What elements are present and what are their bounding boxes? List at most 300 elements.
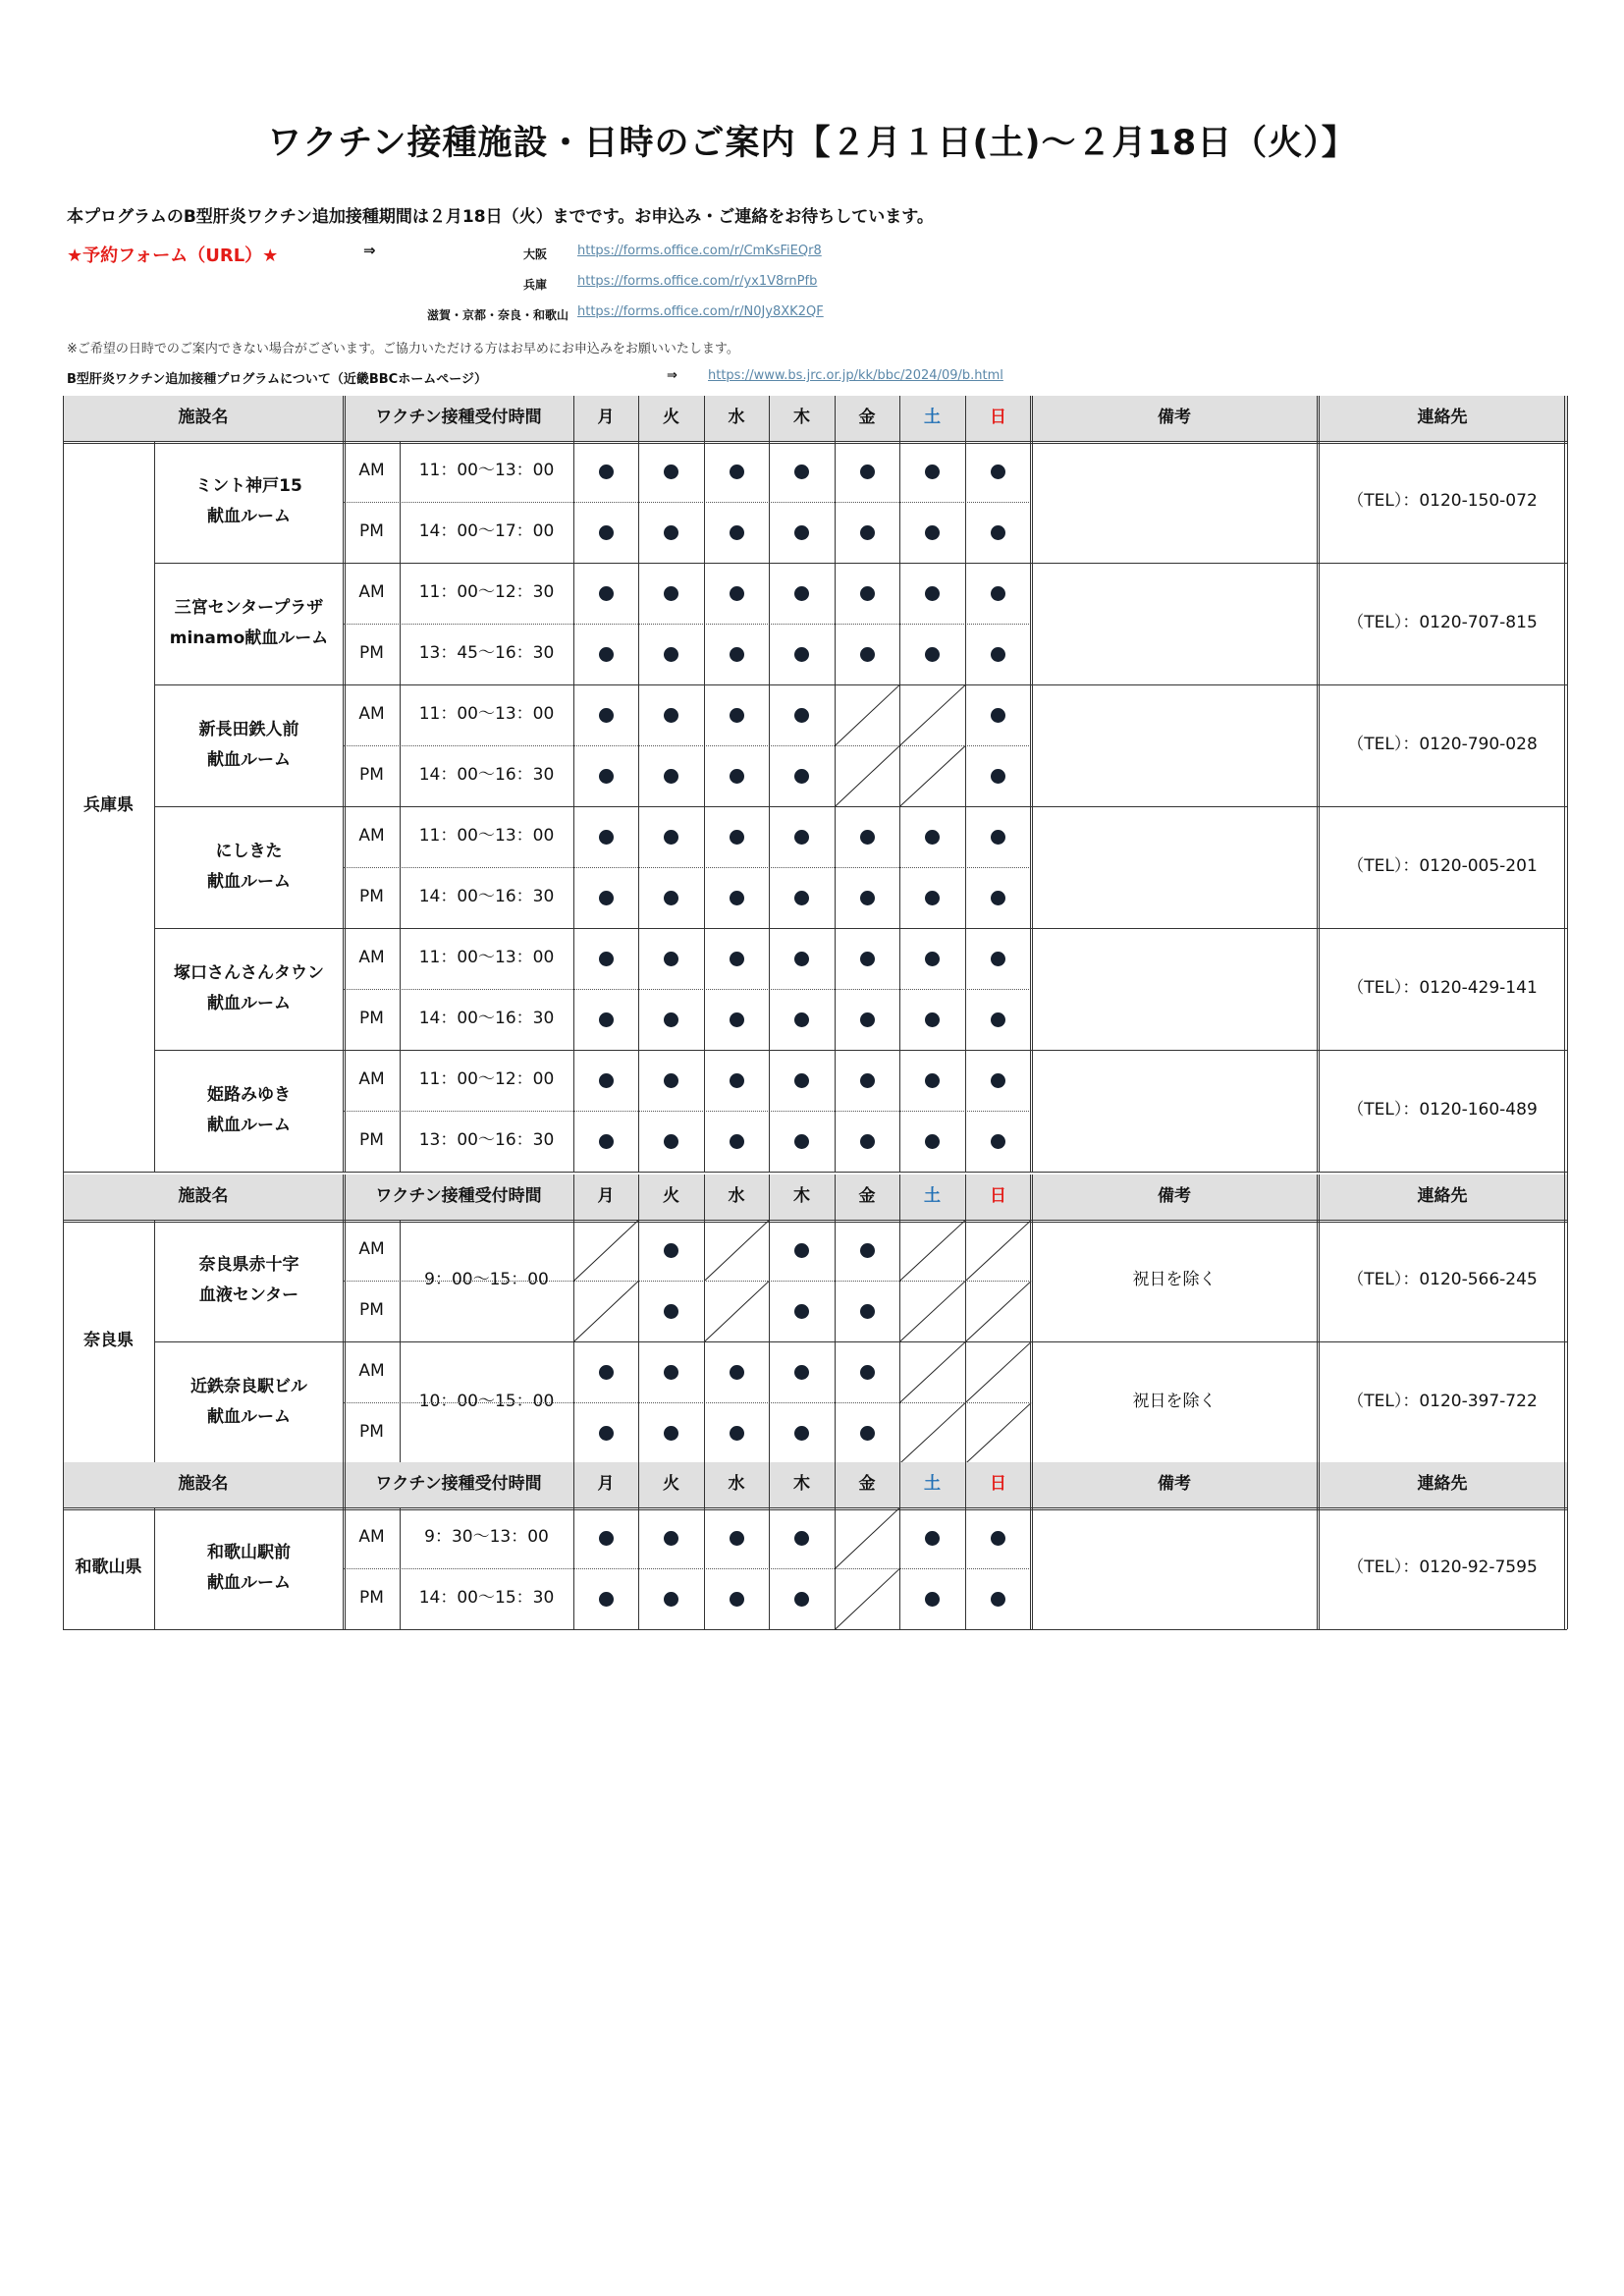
table-rule: [835, 441, 836, 563]
available-dot-icon: [991, 769, 1005, 784]
table-rule: [573, 806, 574, 928]
available-dot-icon: [730, 1592, 744, 1607]
unavailable-slash-icon: [965, 1402, 1032, 1464]
unavailable-slash-icon: [704, 1281, 770, 1342]
table-rule: [1317, 396, 1320, 441]
facility-name-line: 塚口さんさんタウン: [174, 962, 324, 983]
available-dot-icon: [599, 891, 614, 905]
header-day: 月: [597, 1186, 615, 1207]
table-rule: [1317, 1175, 1320, 1220]
table-rule: [835, 1175, 836, 1220]
available-dot-icon: [860, 1426, 875, 1441]
available-dot-icon: [730, 465, 744, 479]
table-rule: [1317, 1050, 1320, 1172]
available-dot-icon: [599, 465, 614, 479]
header-day: 金: [858, 1474, 876, 1495]
available-dot-icon: [794, 708, 809, 723]
table-rule: [899, 396, 900, 441]
available-dot-icon: [794, 1592, 809, 1607]
table-rule: [343, 684, 346, 806]
table-rule: [899, 806, 900, 928]
table-rule: [154, 1507, 155, 1629]
available-dot-icon: [991, 586, 1005, 601]
table-rule: [704, 684, 705, 806]
unavailable-slash-icon: [899, 1281, 966, 1342]
available-dot-icon: [664, 1531, 678, 1546]
facility-name: [154, 684, 344, 806]
session-time: 14：00～16：30: [418, 887, 555, 907]
available-dot-icon: [599, 1365, 614, 1380]
header-day: 火: [663, 1474, 679, 1495]
table-rule: [769, 1507, 770, 1629]
available-dot-icon: [794, 1426, 809, 1441]
available-dot-icon: [991, 1134, 1005, 1149]
header-contact: 連絡先: [1417, 1474, 1468, 1495]
table-rule: [344, 1568, 1031, 1569]
facility-name-line: 新長田鉄人前: [198, 719, 299, 739]
table-rule: [400, 684, 401, 806]
available-dot-icon: [860, 1134, 875, 1149]
table-rule: [638, 396, 639, 441]
header-day: 日: [990, 1186, 1006, 1207]
table-rule: [638, 441, 639, 563]
facility-name-line: にしきた: [215, 841, 283, 861]
table-rule: [638, 1341, 639, 1463]
table-rule: [63, 1172, 1567, 1173]
table-rule: [343, 441, 346, 563]
session-label: PM: [359, 1009, 384, 1029]
header-day: 土: [924, 408, 941, 428]
available-dot-icon: [599, 1426, 614, 1441]
table-rule: [1317, 563, 1320, 684]
table-rule: [343, 1050, 346, 1172]
facility-name: [154, 441, 344, 563]
available-dot-icon: [925, 465, 940, 479]
table-rule: [965, 1050, 966, 1172]
form-url-hyogo[interactable]: https://forms.office.com/r/yx1V8rnPfb: [577, 274, 818, 289]
available-dot-icon: [991, 830, 1005, 845]
available-dot-icon: [794, 830, 809, 845]
table-rule: [835, 928, 836, 1050]
table-rule: [638, 1507, 639, 1629]
header-remarks: 備考: [1158, 1186, 1191, 1207]
table-rule: [343, 1341, 346, 1463]
form-region-hyogo: 兵庫: [522, 278, 547, 292]
table-rule: [965, 396, 966, 441]
unavailable-slash-icon: [965, 1281, 1032, 1342]
table-rule: [704, 806, 705, 928]
session-label: AM: [358, 582, 385, 603]
facility-name-line: 血液センター: [198, 1285, 299, 1305]
available-dot-icon: [730, 830, 744, 845]
available-dot-icon: [599, 1012, 614, 1027]
available-dot-icon: [991, 1073, 1005, 1088]
session-label: PM: [359, 1130, 384, 1151]
contact-tel: （TEL）：0120-790-028: [1347, 735, 1538, 755]
available-dot-icon: [991, 525, 1005, 540]
available-dot-icon: [664, 1243, 678, 1258]
table-rule: [638, 1050, 639, 1172]
table-rule: [835, 1462, 836, 1507]
header-day: 日: [990, 408, 1006, 428]
session-time: 11：00～12：00: [418, 1069, 555, 1090]
table-rule: [400, 563, 401, 684]
table-rule: [400, 441, 401, 563]
table-rule: [769, 396, 770, 441]
header-hours: ワクチン接種受付時間: [375, 1186, 542, 1207]
table-rule: [1317, 928, 1320, 1050]
available-dot-icon: [794, 952, 809, 966]
available-dot-icon: [599, 1592, 614, 1607]
available-dot-icon: [860, 1012, 875, 1027]
unavailable-slash-icon: [965, 1341, 1032, 1403]
session-time: 14：00～16：30: [418, 1009, 555, 1029]
session-label: AM: [358, 948, 385, 968]
header-day: 金: [858, 1186, 876, 1207]
table-rule: [638, 1462, 639, 1507]
table-rule: [1030, 563, 1033, 684]
available-dot-icon: [599, 1134, 614, 1149]
available-dot-icon: [599, 586, 614, 601]
available-dot-icon: [599, 647, 614, 662]
table-rule: [1317, 684, 1320, 806]
remarks-cell: [1031, 441, 1318, 563]
table-rule: [343, 1462, 346, 1507]
unavailable-slash-icon: [704, 1220, 770, 1282]
available-dot-icon: [730, 952, 744, 966]
table-rule: [343, 563, 346, 684]
table-rule: [343, 1220, 346, 1341]
table-rule: [769, 1341, 770, 1463]
table-rule: [835, 563, 836, 684]
table-rule: [704, 928, 705, 1050]
header-day: 木: [793, 1474, 810, 1495]
table-rule: [1030, 1050, 1033, 1172]
table-rule: [638, 806, 639, 928]
facility-name-line: 和歌山駅前: [207, 1542, 291, 1562]
header-remarks: 備考: [1158, 408, 1191, 428]
form-region-others: 滋賀・京都・奈良・和歌山: [426, 308, 568, 322]
available-dot-icon: [860, 1365, 875, 1380]
table-rule: [1030, 441, 1033, 563]
table-rule: [400, 806, 401, 928]
available-dot-icon: [860, 891, 875, 905]
available-dot-icon: [991, 891, 1005, 905]
schedule-table: [61, 393, 1563, 1626]
header-contact: 連絡先: [1417, 408, 1468, 428]
facility-name: [154, 928, 344, 1050]
table-rule: [769, 1220, 770, 1341]
remarks-cell: [1031, 684, 1318, 806]
available-dot-icon: [599, 708, 614, 723]
session-label: PM: [359, 1422, 384, 1443]
table-rule: [1317, 441, 1320, 563]
session-time: 9：00～15：00: [424, 1270, 549, 1290]
table-rule: [965, 1462, 966, 1507]
available-dot-icon: [730, 525, 744, 540]
available-dot-icon: [730, 1531, 744, 1546]
table-rule: [1317, 1462, 1320, 1507]
available-dot-icon: [860, 525, 875, 540]
available-dot-icon: [730, 891, 744, 905]
unavailable-slash-icon: [899, 745, 966, 807]
table-rule: [1030, 684, 1033, 806]
available-dot-icon: [664, 769, 678, 784]
available-dot-icon: [860, 1304, 875, 1319]
available-dot-icon: [794, 465, 809, 479]
available-dot-icon: [925, 525, 940, 540]
table-rule: [1564, 396, 1565, 1629]
table-rule: [400, 1220, 401, 1341]
table-rule: [965, 441, 966, 563]
table-rule: [344, 1402, 1031, 1403]
table-rule: [899, 1462, 900, 1507]
table-rule: [835, 1220, 836, 1341]
table-rule: [1030, 806, 1033, 928]
unavailable-slash-icon: [899, 684, 966, 746]
table-rule: [835, 1341, 836, 1463]
table-rule: [769, 1462, 770, 1507]
table-rule: [638, 1175, 639, 1220]
available-dot-icon: [664, 708, 678, 723]
available-dot-icon: [664, 465, 678, 479]
header-day: 火: [663, 408, 679, 428]
available-dot-icon: [730, 647, 744, 662]
available-dot-icon: [664, 1304, 678, 1319]
available-dot-icon: [664, 1012, 678, 1027]
header-day: 土: [924, 1474, 941, 1495]
table-rule: [344, 989, 1031, 990]
facility-name-line: 三宮センタープラザ: [174, 597, 324, 618]
available-dot-icon: [730, 1426, 744, 1441]
table-rule: [573, 396, 574, 441]
table-rule: [1030, 1507, 1033, 1629]
table-rule: [965, 928, 966, 1050]
session-time: 11：00～12：30: [418, 582, 555, 603]
table-rule: [1567, 396, 1568, 1629]
arrow-icon: ⇒: [667, 368, 677, 383]
header-day: 木: [793, 408, 810, 428]
table-rule: [965, 1220, 966, 1341]
available-dot-icon: [664, 952, 678, 966]
header-hours: ワクチン接種受付時間: [375, 1474, 542, 1495]
remarks-cell: 祝日を除く: [1132, 1270, 1217, 1290]
session-label: AM: [358, 1239, 385, 1260]
remarks-cell: [1031, 928, 1318, 1050]
header-day: 火: [663, 1186, 679, 1207]
available-dot-icon: [794, 1012, 809, 1027]
available-dot-icon: [730, 586, 744, 601]
table-rule: [63, 396, 64, 1629]
contact-tel: （TEL）：0120-005-201: [1347, 856, 1538, 877]
header-facility: 施設名: [178, 1474, 229, 1495]
table-rule: [899, 1175, 900, 1220]
facility-name-line: ミント神戸15: [195, 475, 302, 496]
available-dot-icon: [794, 1243, 809, 1258]
table-rule: [704, 396, 705, 441]
program-about-url[interactable]: https://www.bs.jrc.or.jp/kk/bbc/2024/09/b.html: [708, 368, 1003, 383]
table-rule: [704, 1050, 705, 1172]
form-url-osaka[interactable]: https://forms.office.com/r/CmKsFiEQr8: [577, 244, 822, 258]
table-rule: [1030, 1220, 1033, 1341]
prefecture-name: 奈良県: [83, 1331, 134, 1351]
table-rule: [400, 1507, 401, 1629]
facility-name-line: 献血ルーム: [207, 1116, 291, 1135]
table-rule: [573, 1462, 574, 1507]
table-rule: [965, 684, 966, 806]
header-remarks: 備考: [1158, 1474, 1191, 1495]
available-dot-icon: [664, 647, 678, 662]
unavailable-slash-icon: [835, 684, 900, 746]
facility-name: [154, 563, 344, 684]
table-rule: [704, 1341, 705, 1463]
session-label: AM: [358, 461, 385, 481]
available-dot-icon: [860, 586, 875, 601]
unavailable-slash-icon: [573, 1220, 639, 1282]
available-dot-icon: [730, 1365, 744, 1380]
available-dot-icon: [730, 1012, 744, 1027]
table-rule: [343, 1175, 346, 1220]
contact-tel: （TEL）：0120-429-141: [1347, 978, 1538, 999]
header-day: 月: [597, 408, 615, 428]
available-dot-icon: [794, 647, 809, 662]
header-day: 土: [924, 1186, 941, 1207]
program-about-label: B型肝炎ワクチン追加接種プログラムについて（近畿BBCホームページ）: [67, 372, 487, 387]
available-dot-icon: [925, 1531, 940, 1546]
table-rule: [400, 1341, 401, 1463]
table-rule: [965, 806, 966, 928]
table-rule: [704, 441, 705, 563]
facility-name-line: 奈良県赤十字: [198, 1254, 299, 1275]
header-day: 水: [728, 408, 745, 428]
remarks-cell: [1031, 563, 1318, 684]
table-rule: [573, 1507, 574, 1629]
facility-name: [154, 1507, 344, 1629]
session-time: 10：00～15：00: [418, 1392, 555, 1412]
table-rule: [769, 563, 770, 684]
session-time: 9：30～13：00: [424, 1527, 549, 1548]
table-rule: [1030, 1341, 1033, 1463]
available-dot-icon: [794, 769, 809, 784]
available-dot-icon: [664, 1134, 678, 1149]
session-label: PM: [359, 643, 384, 664]
reservation-form-label: ★予約フォーム（URL）★: [67, 246, 279, 266]
table-rule: [638, 928, 639, 1050]
table-rule: [704, 1462, 705, 1507]
header-day: 月: [597, 1474, 615, 1495]
session-time: 11：00～13：00: [418, 704, 555, 725]
header-contact: 連絡先: [1417, 1186, 1468, 1207]
unavailable-slash-icon: [573, 1281, 639, 1342]
table-rule: [638, 684, 639, 806]
available-dot-icon: [860, 952, 875, 966]
table-rule: [835, 396, 836, 441]
available-dot-icon: [925, 952, 940, 966]
facility-name-line: 献血ルーム: [207, 507, 291, 526]
unavailable-slash-icon: [835, 1507, 900, 1569]
form-url-others[interactable]: https://forms.office.com/r/N0Jy8XK2QF: [577, 304, 824, 319]
table-rule: [1317, 1507, 1320, 1629]
available-dot-icon: [730, 1073, 744, 1088]
table-rule: [1317, 806, 1320, 928]
table-rule: [573, 1220, 574, 1341]
session-time: 14：00～17：00: [418, 521, 555, 542]
table-rule: [344, 867, 1031, 868]
unavailable-slash-icon: [835, 1568, 900, 1630]
table-rule: [899, 1507, 900, 1629]
session-time: 13：45～16：30: [418, 643, 555, 664]
session-label: PM: [359, 1300, 384, 1321]
table-rule: [899, 441, 900, 563]
table-rule: [573, 928, 574, 1050]
session-time: 11：00～13：00: [418, 461, 555, 481]
table-rule: [573, 1050, 574, 1172]
table-rule: [573, 1175, 574, 1220]
available-dot-icon: [664, 830, 678, 845]
session-time: 13：00～16：30: [418, 1130, 555, 1151]
table-rule: [344, 624, 1031, 625]
contact-tel: （TEL）：0120-92-7595: [1347, 1558, 1538, 1578]
available-dot-icon: [794, 1134, 809, 1149]
remarks-cell: [1031, 806, 1318, 928]
available-dot-icon: [925, 830, 940, 845]
contact-tel: （TEL）：0120-150-072: [1347, 491, 1538, 512]
available-dot-icon: [664, 1365, 678, 1380]
remarks-cell: 祝日を除く: [1132, 1392, 1217, 1412]
available-dot-icon: [599, 1073, 614, 1088]
table-rule: [344, 1281, 1031, 1282]
prefecture-name: 兵庫県: [83, 795, 134, 816]
table-rule: [573, 684, 574, 806]
table-rule: [769, 928, 770, 1050]
table-rule: [899, 1341, 900, 1463]
session-label: AM: [358, 1527, 385, 1548]
available-dot-icon: [599, 769, 614, 784]
header-facility: 施設名: [178, 408, 229, 428]
available-dot-icon: [794, 525, 809, 540]
table-rule: [835, 1050, 836, 1172]
available-dot-icon: [730, 708, 744, 723]
table-rule: [1317, 1341, 1320, 1463]
facility-name-line: 献血ルーム: [207, 1407, 291, 1427]
unavailable-slash-icon: [899, 1220, 966, 1282]
contact-tel: （TEL）：0120-566-245: [1347, 1270, 1538, 1290]
header-day: 水: [728, 1474, 745, 1495]
session-time: 11：00～13：00: [418, 826, 555, 847]
session-label: PM: [359, 765, 384, 786]
table-rule: [835, 684, 836, 806]
session-time: 14：00～16：30: [418, 765, 555, 786]
available-dot-icon: [794, 1073, 809, 1088]
available-dot-icon: [664, 1592, 678, 1607]
session-label: PM: [359, 521, 384, 542]
table-rule: [1030, 1175, 1033, 1220]
facility-name: [154, 1341, 344, 1463]
session-label: AM: [358, 826, 385, 847]
table-rule: [704, 1507, 705, 1629]
table-rule: [899, 684, 900, 806]
available-dot-icon: [664, 891, 678, 905]
unavailable-slash-icon: [899, 1402, 966, 1464]
table-rule: [1030, 1462, 1033, 1507]
table-rule: [769, 806, 770, 928]
facility-name-line: 近鉄奈良駅ビル: [190, 1376, 307, 1396]
available-dot-icon: [860, 465, 875, 479]
available-dot-icon: [860, 1243, 875, 1258]
table-rule: [1030, 928, 1033, 1050]
prefecture-name: 和歌山県: [75, 1558, 142, 1578]
available-dot-icon: [664, 586, 678, 601]
